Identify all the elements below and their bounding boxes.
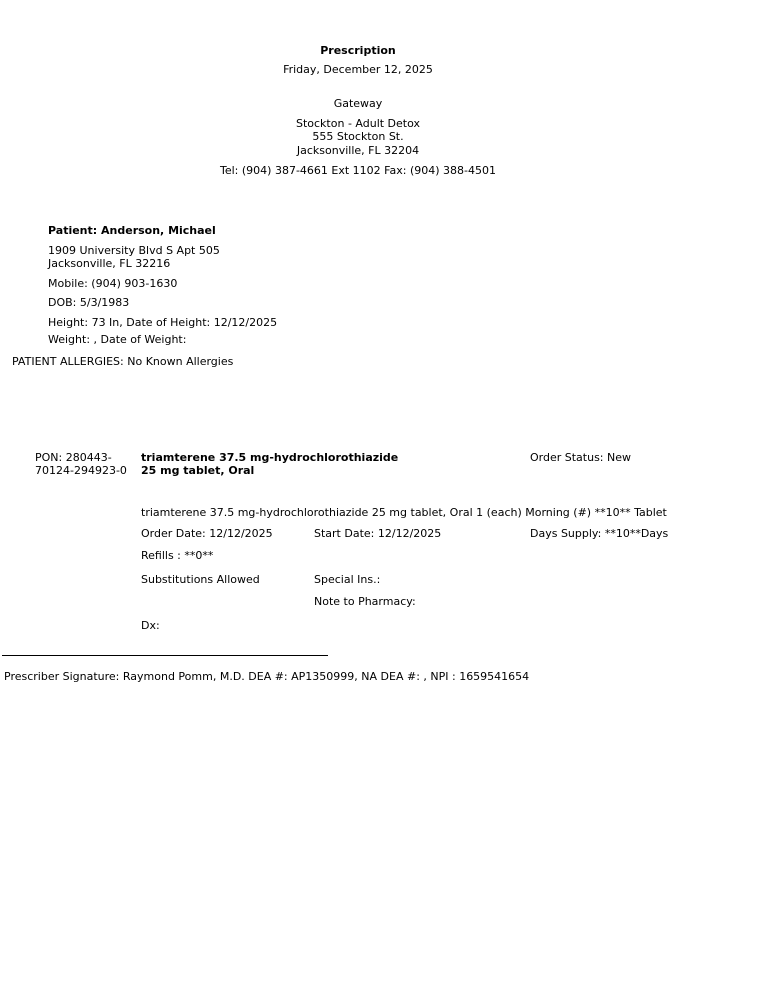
days-supply: Days Supply: **10**Days	[530, 527, 669, 540]
signature-line	[2, 655, 328, 656]
drug-name-line2: 25 mg tablet, Oral	[141, 464, 255, 477]
note-to-pharmacy: Note to Pharmacy:	[314, 595, 416, 608]
special-instructions: Special Ins.:	[314, 573, 381, 586]
drug-name-line1: triamterene 37.5 mg-hydrochlorothiazide	[141, 451, 399, 464]
patient-name: Anderson, Michael	[101, 224, 216, 237]
facility-name: Gateway	[333, 97, 383, 110]
facility-address-line2: Jacksonville, FL 32204	[296, 144, 420, 157]
pon-line1: PON: 280443-	[35, 451, 112, 464]
order-date: Order Date: 12/12/2025	[141, 527, 273, 540]
diagnosis: Dx:	[141, 619, 160, 632]
patient-weight: Weight: , Date of Weight:	[48, 333, 187, 346]
document-title: Prescription	[320, 44, 396, 57]
order-status: Order Status: New	[530, 451, 632, 464]
patient-address-line1: 1909 University Blvd S Apt 505	[48, 244, 220, 257]
patient-address-line2: Jacksonville, FL 32216	[48, 257, 171, 270]
patient-height: Height: 73 In, Date of Height: 12/12/2025	[48, 316, 278, 329]
facility-contact: Tel: (904) 387-4661 Ext 1102 Fax: (904) 388-4501	[220, 164, 496, 177]
patient-dob: DOB: 5/3/1983	[48, 296, 130, 309]
patient-label: Patient:	[48, 224, 98, 237]
patient-allergies: PATIENT ALLERGIES: No Known Allergies	[12, 355, 234, 368]
substitutions: Substitutions Allowed	[141, 573, 260, 586]
facility-address-line1: 555 Stockton St.	[312, 130, 404, 143]
patient-heading	[48, 224, 216, 237]
patient-mobile: Mobile: (904) 903-1630	[48, 277, 178, 290]
refills: Refills : **0**	[141, 549, 214, 562]
order-sig: triamterene 37.5 mg-hydrochlorothiazide 25 mg tablet, Oral 1 (each) Morning (#) **10** Tablet	[141, 506, 667, 519]
pon-line2: 70124-294923-0	[35, 464, 127, 477]
document-date: Friday, December 12, 2025	[283, 63, 433, 76]
location-name: Stockton - Adult Detox	[295, 117, 421, 130]
prescriber-signature: Prescriber Signature: Raymond Pomm, M.D. DEA #: AP1350999, NA DEA #: , NPI : 1659541654	[4, 670, 530, 683]
start-date: Start Date: 12/12/2025	[314, 527, 442, 540]
